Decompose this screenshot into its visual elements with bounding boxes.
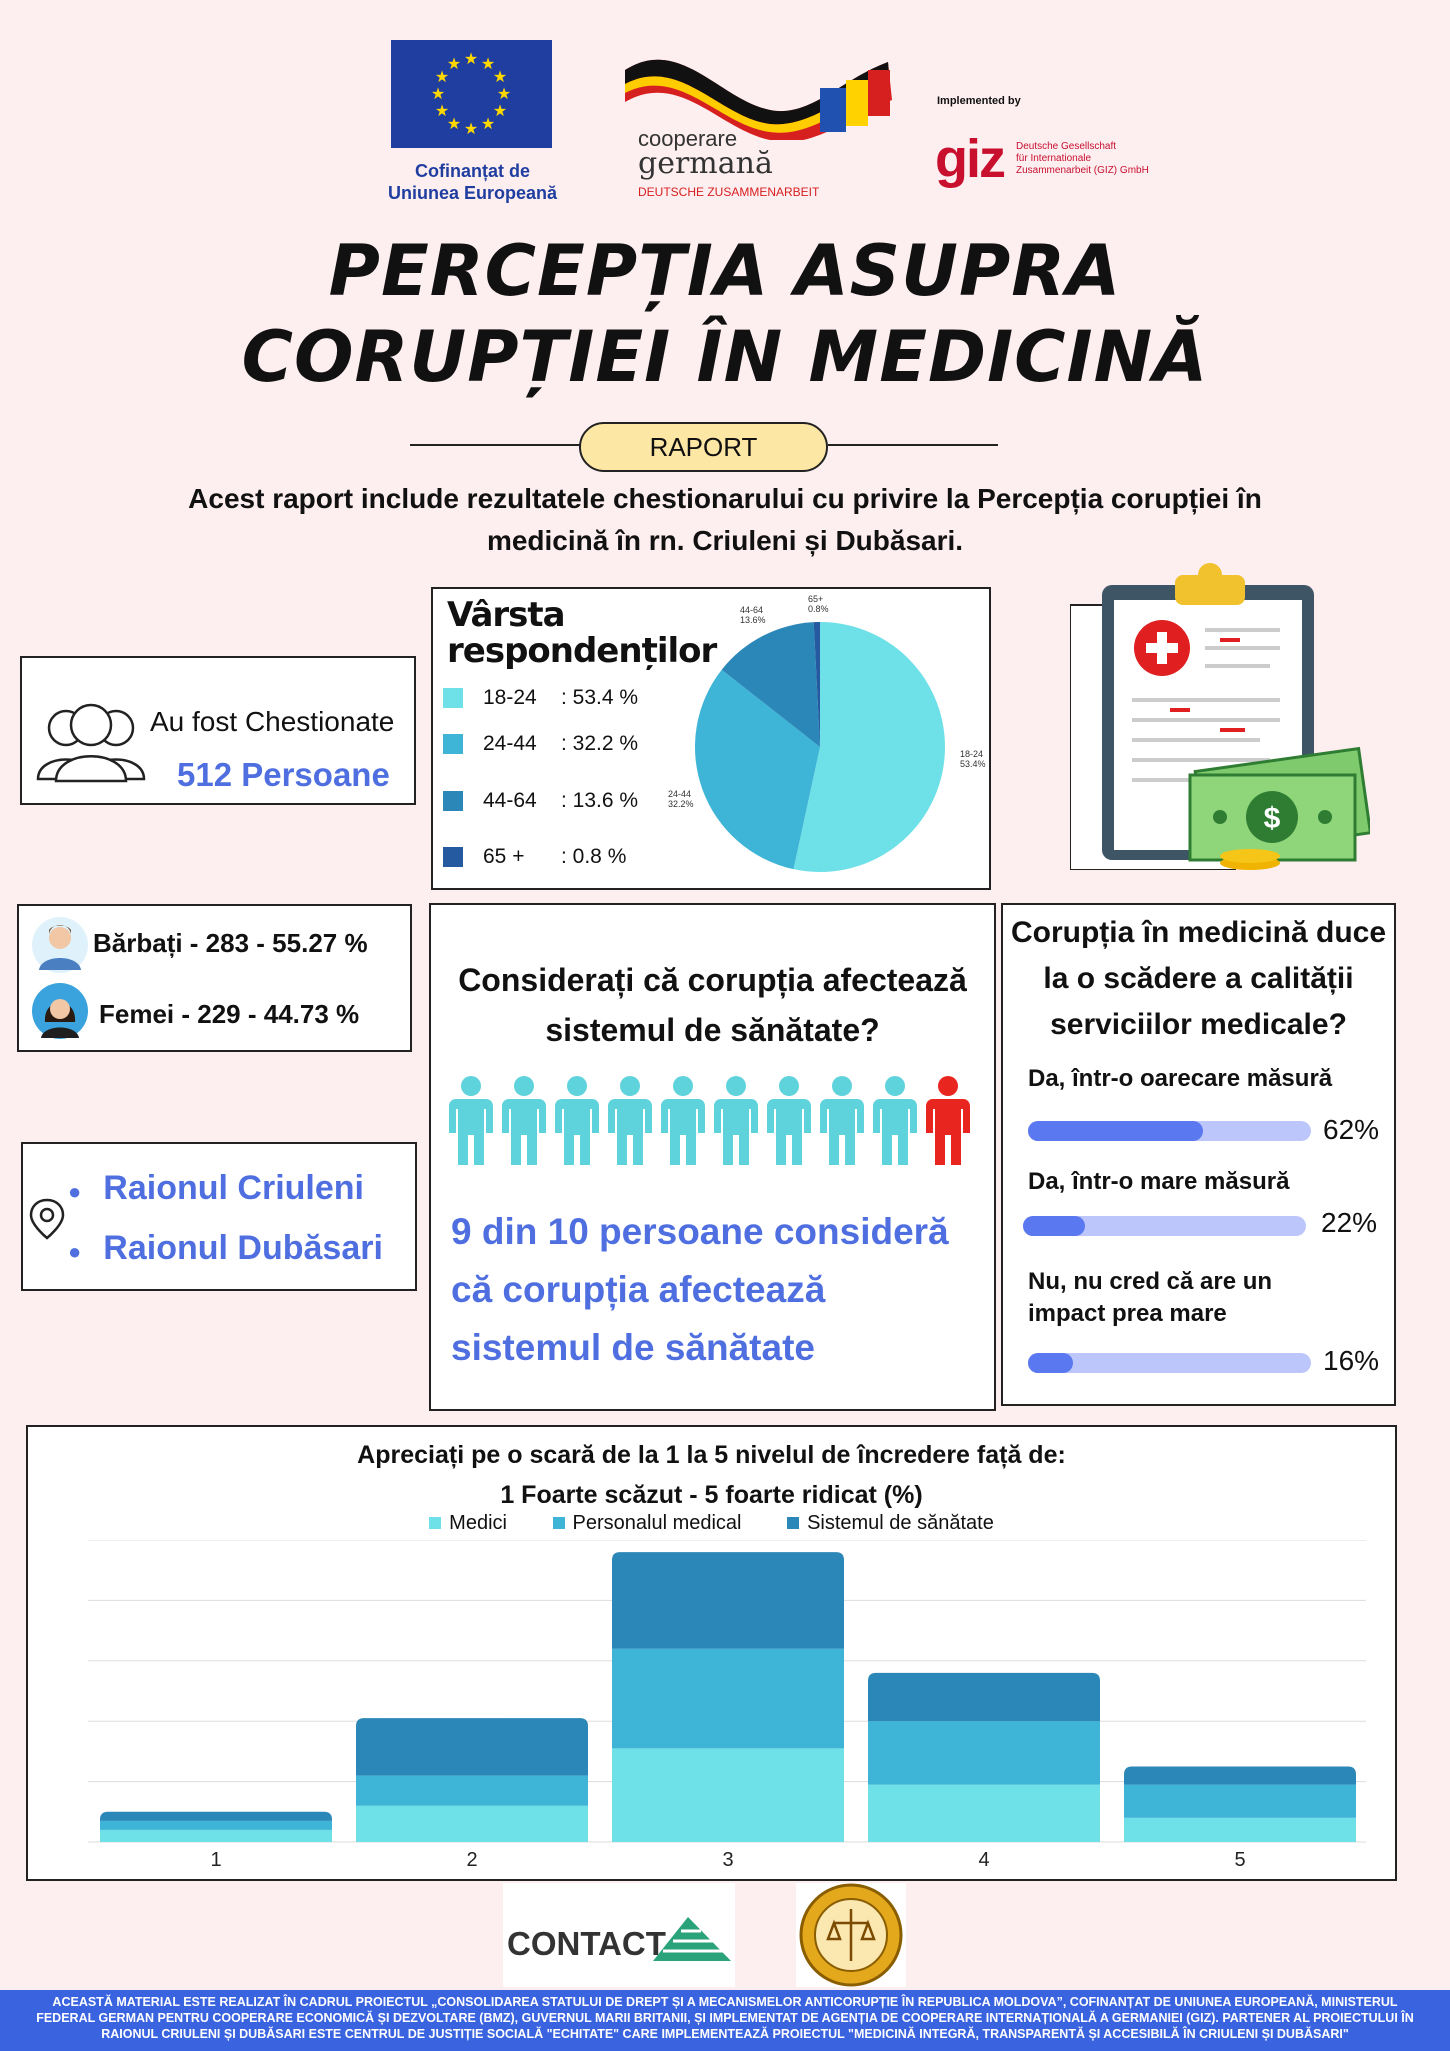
person-icon: [501, 1075, 547, 1167]
legend-personal: Personalul medical: [553, 1512, 742, 1534]
man-avatar-icon: [31, 916, 89, 974]
q2-answer-3-label-1: Nu, nu cred că are un: [1028, 1268, 1273, 1295]
age-title-1: Vârsta: [447, 595, 565, 635]
pie-label-pct-1: 32.2%: [668, 799, 694, 809]
chart-title: Apreciați pe o scară de la 1 la 5 nivelul de încredere față de:: [357, 1441, 1066, 1469]
footer-line-3: RAIONUL CRIULENI ȘI DUBĂSARI ESTE CENTRUL DE JUSTIȚIE SOCIALĂ "ECHITATE" CARE IMPLEMENTEAZĂ PROIECTUL "MEDICINĂ INTEGRĂ, TRANSPARENTĂ ȘI ACCESIBILĂ ÎN CRIULENI ȘI DUBĂSARI": [101, 2027, 1349, 2041]
q2-answer-2-pct: 22%: [1321, 1207, 1378, 1238]
coop-text-1: cooperare: [638, 126, 738, 151]
implemented-by: Implemented by: [937, 95, 1021, 107]
svg-text:★: ★: [434, 103, 450, 120]
svg-text:★: ★: [480, 56, 496, 73]
pie-label-pct-2: 13.6%: [740, 615, 766, 625]
page-title: [0, 228, 1450, 400]
question2-line-1: Corupția în medicină duce: [1010, 916, 1387, 949]
svg-text:★: ★: [496, 86, 512, 103]
cooperare-germana-logo: [620, 40, 895, 200]
footer-line-1: ACEASTĂ MATERIAL ESTE REALIZAT ÎN CADRUL PROIECTUL „CONSOLIDAREA STATULUI DE DREPT ȘI A MECANISMELOR ANTICORUPȚIE ÎN REPUBLICA MOLDOVA”, COFINANȚAT DE UNIUNEA EUROPEANĂ, MINISTERUL: [52, 1995, 1398, 2009]
pie-label-pct-3: 0.8%: [808, 604, 829, 614]
bar-0-2: [100, 1812, 332, 1821]
pie-label-2: 44-64: [740, 605, 764, 615]
svg-text:★: ★: [492, 69, 508, 86]
footer-line-2: FEDERAL GERMAN PENTRU COOPERARE ECONOMICĂ ȘI DEZVOLTARE (BMZ), GUVERNUL MARII BRITANII, ȘI IMPLEMENTAT DE AGENȚIA DE COOPERARE INTERNAȚIONALĂ A GERMANIEI (GIZ). PARTENER AL PROIECTULUI ÎN: [36, 2011, 1414, 2025]
age-pie-chart: [660, 595, 990, 885]
bar-1-2: [356, 1718, 588, 1775]
q2-answer-2-label: Da, într-o mare măsură: [1028, 1168, 1290, 1195]
age-title-2: respondenților: [447, 631, 717, 671]
x-tick-label: 5: [1234, 1849, 1246, 1870]
svg-text:★: ★: [430, 86, 446, 103]
x-tick-label: 4: [978, 1849, 990, 1870]
surveyed-card: [20, 656, 416, 805]
answer1-line-2: că corupția afectează: [451, 1269, 826, 1310]
svg-text:★: ★: [446, 56, 462, 73]
q2-answer-3-bar: [1028, 1353, 1311, 1373]
bar-3-0: [868, 1785, 1100, 1842]
eu-caption-2: Uniunea Europeană: [387, 183, 558, 203]
contact-text: CONTACT: [507, 1925, 666, 1962]
legend-sistem: Sistemul de sănătate: [787, 1512, 994, 1534]
person-icon: [925, 1075, 971, 1167]
person-icon: [607, 1075, 653, 1167]
contact-logo: [503, 1883, 735, 1987]
bar-4-2: [1124, 1767, 1356, 1785]
bar-2-2: [612, 1552, 844, 1649]
report-badge: RAPORT: [579, 422, 828, 472]
person-icon: [713, 1075, 759, 1167]
svg-text:$: $: [1263, 802, 1281, 835]
justice-seal-icon: [796, 1883, 906, 1987]
bar-1-1: [356, 1776, 588, 1806]
q2-answer-1-pct: 62%: [1323, 1114, 1380, 1145]
pie-label-0: 18-24: [960, 749, 984, 759]
pie-label-1: 24-44: [668, 789, 692, 799]
svg-text:★: ★: [492, 103, 508, 120]
intro-line-2: medicină în rn. Criuleni și Dubăsari.: [486, 525, 964, 556]
svg-text:★: ★: [434, 69, 450, 86]
svg-text:★: ★: [463, 51, 479, 68]
person-icon: [448, 1075, 494, 1167]
bar-3-2: [868, 1673, 1100, 1721]
x-tick-label: 1: [210, 1849, 222, 1870]
women-stat: Femei - 229 - 44.73 %: [99, 999, 360, 1029]
districts-card: [21, 1142, 417, 1291]
people-group-icon: [36, 703, 146, 783]
flag-ribbon-icon: [620, 40, 895, 140]
surveyed-count: 512 Persoane: [177, 756, 390, 793]
bar-4-1: [1124, 1785, 1356, 1818]
gender-card: [17, 904, 412, 1052]
question2-line-2: la o scădere a calității: [1043, 962, 1354, 995]
q2-answer-3-label-2: impact prea mare: [1028, 1300, 1227, 1327]
woman-avatar-icon: [31, 982, 89, 1040]
q2-answer-2-fill: [1023, 1216, 1085, 1236]
person-icon: [554, 1075, 600, 1167]
bar-3-1: [868, 1721, 1100, 1784]
bar-4-0: [1124, 1818, 1356, 1842]
pie-label-3: 65+: [808, 595, 824, 604]
q2-answer-2-bar: [1023, 1216, 1306, 1236]
eu-logo: [391, 40, 552, 148]
q2-answer-1-bar: [1028, 1121, 1311, 1141]
question2-line-3: serviciilor medicale?: [1050, 1008, 1347, 1041]
legend-24-44: 24-44 : 32.2 %: [443, 732, 537, 756]
question1-line-1: Considerați că corupția afectează: [458, 962, 967, 998]
person-icon: [766, 1075, 812, 1167]
district-dubasari: ● Raionul Dubăsari: [68, 1229, 383, 1267]
pie-label-pct-0: 53.4%: [960, 759, 986, 769]
person-icon: [872, 1075, 918, 1167]
x-tick-label: 3: [722, 1849, 734, 1870]
footer-disclaimer: [0, 1990, 1450, 2051]
chart-legend: [28, 1512, 1395, 1535]
svg-text:★: ★: [480, 116, 496, 133]
q2-answer-1-label: Da, într-o oarecare măsură: [1028, 1065, 1333, 1092]
q2-answer-3-pct: 16%: [1323, 1345, 1380, 1376]
men-stat: Bărbați - 283 - 55.27 %: [93, 928, 368, 958]
bar-0-0: [100, 1830, 332, 1842]
chart-subtitle: 1 Foarte scăzut - 5 foarte ridicat (%): [500, 1481, 923, 1509]
question1-line-2: sistemul de sănătate?: [545, 1012, 880, 1048]
bar-2-1: [612, 1649, 844, 1749]
giz-text-3: Zusammenarbeit (GIZ) GmbH: [1016, 165, 1149, 176]
intro-line-1: Acest raport include rezultatele chestionarului cu privire la Percepția corupției în: [188, 483, 1262, 514]
bar-0-1: [100, 1821, 332, 1830]
legend-18-24: 18-24 : 53.4 %: [443, 686, 537, 710]
eu-caption-1: Cofinanțat de: [415, 161, 530, 181]
svg-text:★: ★: [446, 116, 462, 133]
medical-clipboard-icon: [1070, 560, 1370, 870]
giz-text-1: Deutsche Gesellschaft: [1016, 141, 1117, 152]
bar-2-0: [612, 1748, 844, 1842]
echitate-seal-logo: [796, 1883, 906, 1987]
giz-text-2: für Internationale: [1016, 153, 1092, 164]
divider-left: [410, 444, 580, 446]
legend-medici: Medici: [429, 1512, 507, 1534]
q2-answer-3-fill: [1028, 1353, 1073, 1373]
title-line-2: CORUPȚIEI ÎN MEDICINĂ: [241, 316, 1209, 398]
question2-card: [1001, 903, 1396, 1406]
title-line-1: PERCEPȚIA ASUPRA: [328, 230, 1122, 312]
giz-logo: giz: [935, 129, 1004, 189]
answer1-line-3: sistemul de sănătate: [451, 1327, 815, 1368]
answer1-line-1: 9 din 10 persoane consideră: [451, 1211, 949, 1252]
divider-right: [828, 444, 998, 446]
svg-text:★: ★: [463, 121, 479, 138]
legend-65-plus: 65 + : 0.8 %: [443, 845, 524, 869]
eu-stars-icon: [391, 40, 552, 148]
surveyed-label: Au fost Chestionate: [150, 706, 395, 737]
x-tick-label: 2: [466, 1849, 478, 1870]
coop-text-3: DEUTSCHE ZUSAMMENARBEIT: [638, 185, 820, 199]
trust-stacked-bar-chart: [80, 1540, 1370, 1870]
person-icon: [819, 1075, 865, 1167]
clipboard-illustration: [1070, 560, 1370, 870]
q2-answer-1-fill: [1028, 1121, 1203, 1141]
coop-text-2: germană: [638, 146, 773, 181]
intro-text: [80, 478, 1370, 562]
location-pin-icon: [27, 1194, 67, 1244]
contact-triangle-icon: [653, 1915, 733, 1965]
district-criuleni: ● Raionul Criuleni: [68, 1169, 364, 1207]
bar-1-0: [356, 1806, 588, 1842]
person-icon: [660, 1075, 706, 1167]
legend-44-64: 44-64 : 13.6 %: [443, 789, 537, 813]
